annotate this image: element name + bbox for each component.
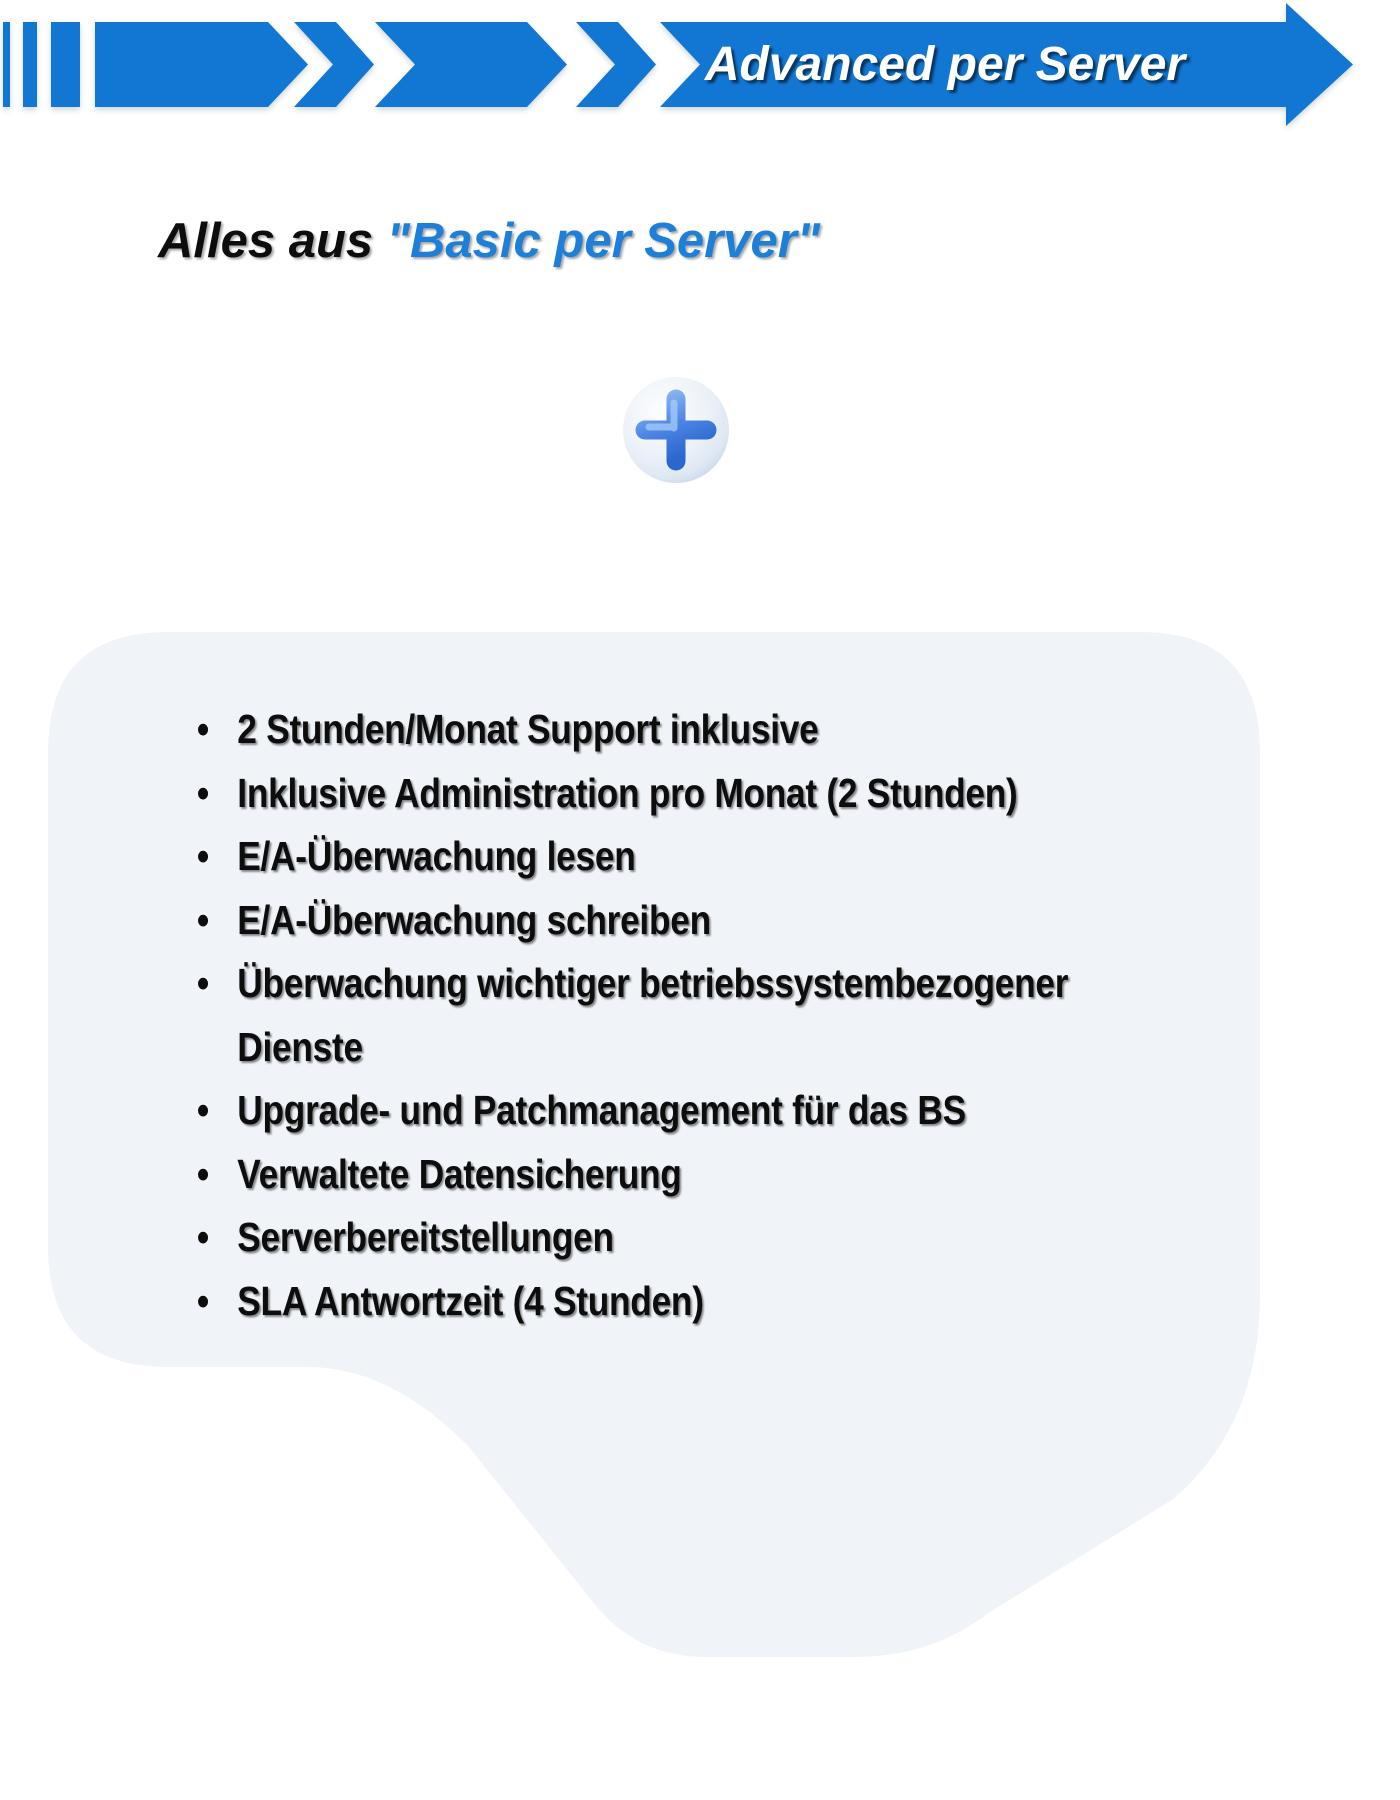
page-title: [158, 213, 820, 269]
banner-bar-2: [23, 22, 37, 107]
banner-segment-1: [95, 22, 308, 107]
list-item: • SLA Antwortzeit (4 Stunden): [190, 1270, 1132, 1334]
banner-title: Advanced per Server: [704, 38, 1186, 91]
feature-list: [190, 698, 1132, 1333]
list-item: • Verwaltete Datensicherung: [190, 1143, 1132, 1207]
plus-icon: [614, 370, 738, 494]
page-title-highlight: "Basic per Server": [386, 214, 821, 268]
page-title-prefix: Alles aus: [158, 214, 387, 268]
list-item: • Inklusive Administration pro Monat (2 Stunden): [190, 762, 1132, 826]
banner-chevron-2: [576, 22, 656, 107]
banner-segment-2: [375, 22, 567, 107]
banner-bar-3: [51, 22, 80, 107]
list-item: • 2 Stunden/Monat Support inklusive: [190, 698, 1132, 762]
list-item: • E/A-Überwachung lesen: [190, 825, 1132, 889]
banner-arrowhead: [1286, 3, 1353, 126]
list-item: • Überwachung wichtiger betriebssystembezogener Dienste: [190, 952, 1132, 1079]
banner-bar-1: [3, 22, 10, 107]
list-item: • Upgrade- und Patchmanagement für das BS: [190, 1079, 1132, 1143]
list-item: • Serverbereitstellungen: [190, 1206, 1132, 1270]
list-item: • E/A-Überwachung schreiben: [190, 889, 1132, 953]
